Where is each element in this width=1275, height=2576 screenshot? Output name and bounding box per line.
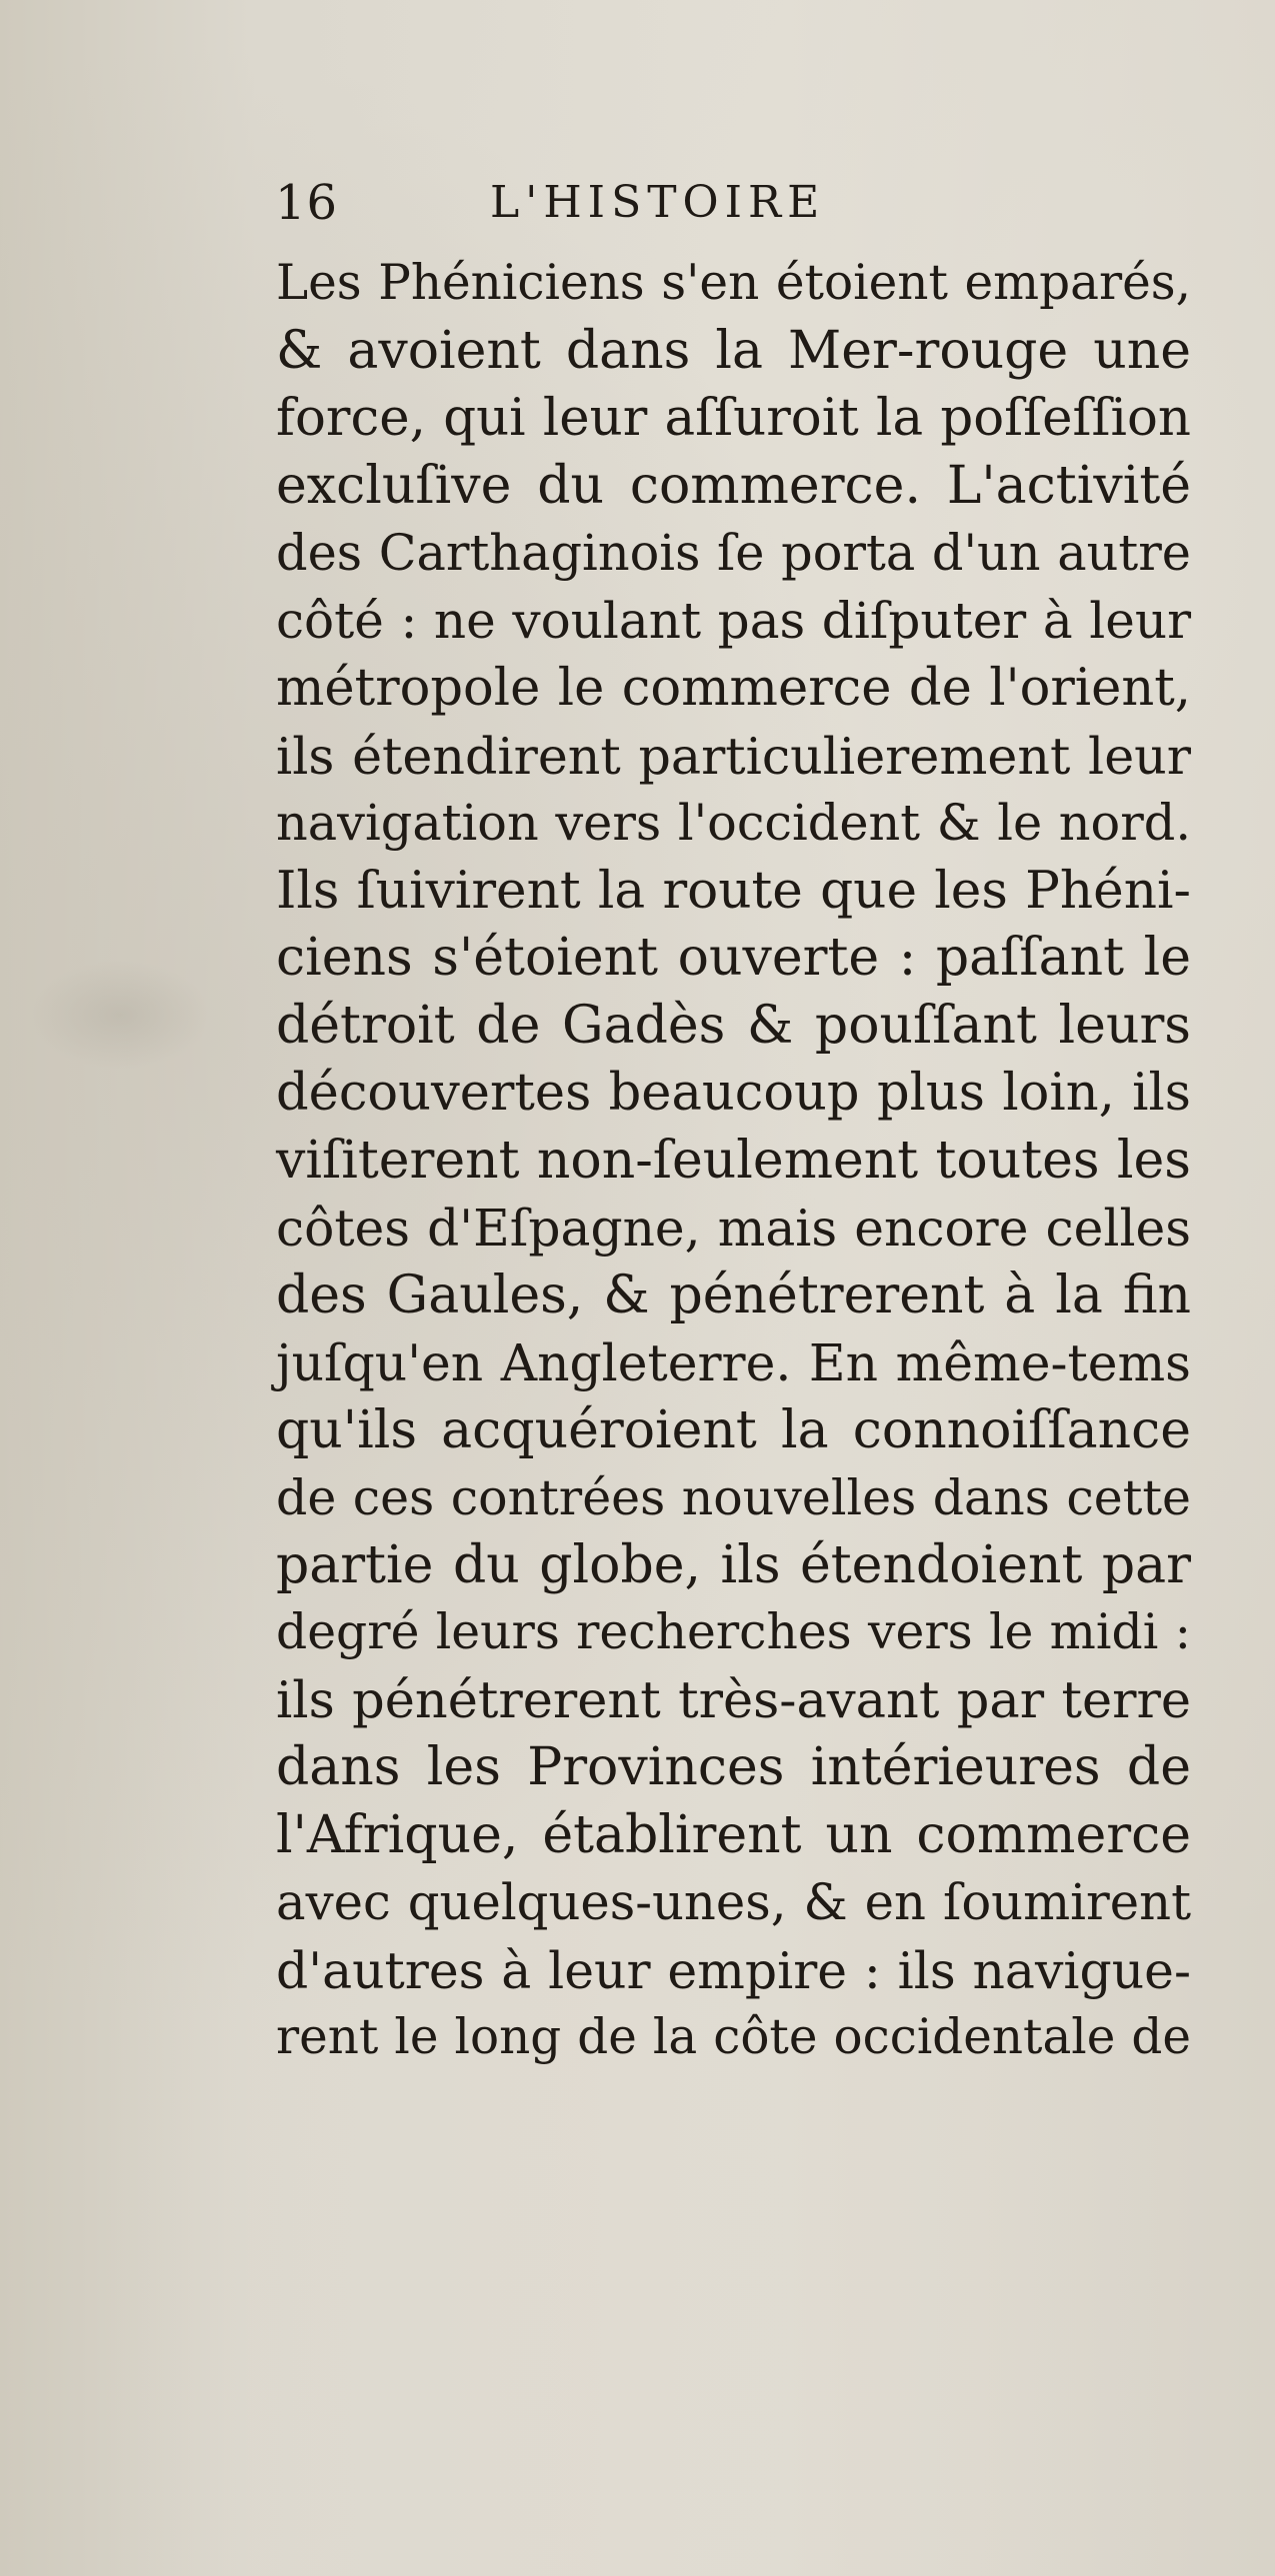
text-line: rent le long de la côte occidentale de	[276, 2009, 1191, 2065]
text-line: Les Phéniciens s'en étoient emparés,	[276, 255, 1191, 311]
text-line: qu'ils acquéroient la connoiſſance	[276, 1399, 1191, 1460]
text-line: des Gaules, & pénétrerent à la fin	[276, 1265, 1191, 1325]
text-line: navigation vers l'occident & le nord.	[276, 794, 1191, 852]
text-line: juſqu'en Angleterre. En même-tems	[276, 1333, 1191, 1392]
text-line: viſiterent non-ſeulement toutes les	[276, 1130, 1191, 1191]
text-line: avec quelques-unes, & en ſoumirent	[276, 1873, 1191, 1931]
text-line: côté : ne voulant pas diſputer à leur	[276, 591, 1191, 650]
text-line: & avoient dans la Mer-rouge une	[276, 320, 1191, 381]
text-line: des Carthaginois ſe porta d'un autre	[276, 524, 1191, 582]
text-line: excluſive du commerce. L'activité	[276, 455, 1191, 516]
text-line: ciens s'étoient ouverte : paſſant le	[276, 928, 1191, 988]
text-line: de ces contrées nouvelles dans cette	[276, 1469, 1191, 1526]
text-line: ils pénétrerent très-avant par terre	[276, 1670, 1191, 1730]
text-line: ils étendirent particulierement leur	[276, 726, 1191, 786]
text-line: découvertes beaucoup plus loin, ils	[276, 1064, 1191, 1123]
text-line: degré leurs recherches vers le midi :	[276, 1604, 1191, 1660]
body-text	[276, 250, 1191, 2072]
text-line: Ils ſuivirent la route que les Phéni-	[276, 860, 1191, 921]
text-line: côtes d'Eſpagne, mais encore celles	[276, 1199, 1191, 1258]
text-line: métropole le commerce de l'orient,	[276, 659, 1191, 718]
paper-stain	[30, 960, 210, 1070]
text-line: force, qui leur aſſuroit la poſſeſſion	[276, 388, 1191, 448]
text-line: détroit de Gadès & pouſſant leurs	[276, 995, 1191, 1056]
page-header	[275, 168, 975, 238]
text-line: d'autres à leur empire : ils navigue-	[276, 1940, 1191, 2000]
page-number: 16	[275, 175, 339, 231]
text-line: dans les Provinces intérieures de	[276, 1737, 1191, 1797]
running-head: L'HISTOIRE	[490, 177, 826, 228]
text-line: partie du globe, ils étendoient par	[276, 1534, 1191, 1595]
text-line: l'Afrique, établirent un commerce	[276, 1804, 1191, 1865]
